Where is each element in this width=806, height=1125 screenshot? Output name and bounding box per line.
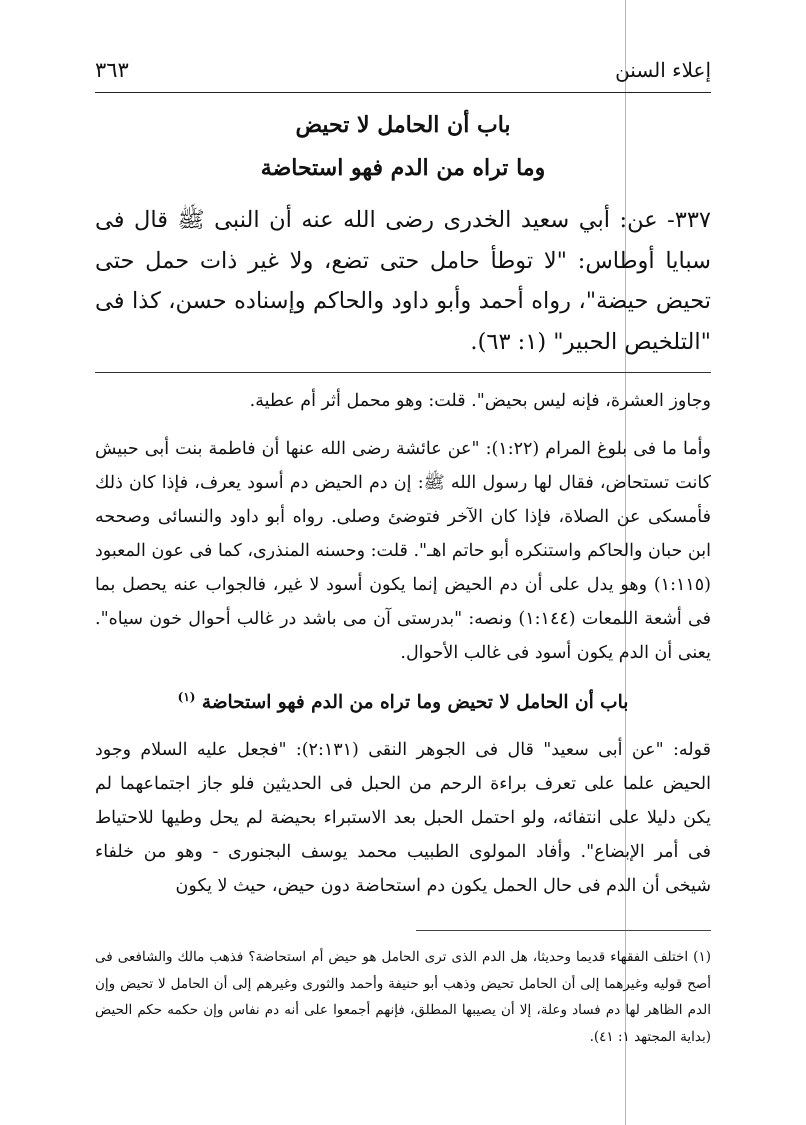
footnote-rule xyxy=(416,930,711,931)
chapter-title-line2: وما تراه من الدم فهو استحاضة xyxy=(260,155,546,181)
page-number: ٣٦٣ xyxy=(95,58,129,82)
footnote-marker: (١) xyxy=(177,690,196,704)
chapter-title-line1: باب أن الحامل لا تحيض xyxy=(295,112,511,138)
commentary-subheading xyxy=(95,690,711,713)
section-divider xyxy=(95,372,711,373)
subheading-text: باب أن الحامل لا تحيض وما تراه من الدم فهو استحاضة xyxy=(201,692,629,714)
header-rule xyxy=(95,92,711,93)
page-header xyxy=(95,58,711,88)
book-title: إعلاء السنن xyxy=(615,58,711,82)
commentary-paragraph-2: وأما ما فى بلوغ المرام (١:٢٢): "عن عائشة رضى الله عنها أن فاطمة بنت أبى حبيش كانت تستحاض، فقال لها رسول الله ﷺ: إن دم الحيض دم أسود يعرف، فإذا كان ذلك فأمسكى عن الصلاة، فإذا كان الآخر فتوضئ وصلى. رواه أبو داود والنسائى وصححه ابن حبان والحاكم واستنكره أبو حاتم اهـ". قلت: وحسنه المنذرى، كما فى عون المعبود (١:١١٥) وهو يدل على أن دم الحيض إنما يكون أسود لا غير، فالجواب عنه يحصل بما فى أشعة اللمعات (١:١٤٤) ونصه: "بدرستى آن مى باشد در غالب أحوال خون سياه". يعنى أن الدم يكون أسود فى غالب الأحوال. xyxy=(95,439,711,663)
footnote-text: (١) اختلف الفقهاء قديما وحديثا، هل الدم الذى ترى الحامل هو حيض أم استحاضة؟ فذهب مالك والشافعى فى أصح قوليه وغيرهما إلى أن الحامل تحيض وذهب أبو حنيفة وأحمد والثورى وغيرهم إلى أن الحامل لا تحيض وإن الدم الظاهر لها دم فساد وعلة، إلا أن يصيبها المطلق، فإنهم أجمعوا على أنه دم نفاس وإن حكمه حكم الحيض (بداية المجتهد ١: ٤١). xyxy=(95,949,711,1045)
commentary-paragraph-1: وجاوز العشرة، فإنه ليس بحيض". قلت: وهو محمل أثر أم عطية. xyxy=(249,391,711,411)
commentary-paragraph-3: قوله: "عن أبى سعيد" قال فى الجوهر النقى (٢:١٣١): "فجعل عليه السلام وجود الحيض علما على تعرف براءة الرحم من الحبل فى الحديثين فلو جاز اجتماعهما لم يكن دليلا على انتفائه، ولو احتمل الحبل بعد الاستبراء بحيضة لم يحل وطيها للاحتياط فى أمر الإبضاع". وأفاد المولوى الطبيب محمد يوسف البجنورى - وهو من خلفاء شيخى أن الدم فى حال الحمل يكون دم استحاضة دون حيض، حيث لا يكون xyxy=(95,740,711,896)
hadith-text: ٣٣٧- عن: أبي سعيد الخدرى رضى الله عنه أن النبى ﷺ قال فى سبايا أوطاس: "لا توطأ حامل حتى تضع، ولا غير ذات حمل حتى تحيض حيضة"، رواه أحمد وأبو داود والحاكم وإسناده حسن، كذا فى "التلخيص الحبير" (١: ٦٣). xyxy=(95,207,711,355)
